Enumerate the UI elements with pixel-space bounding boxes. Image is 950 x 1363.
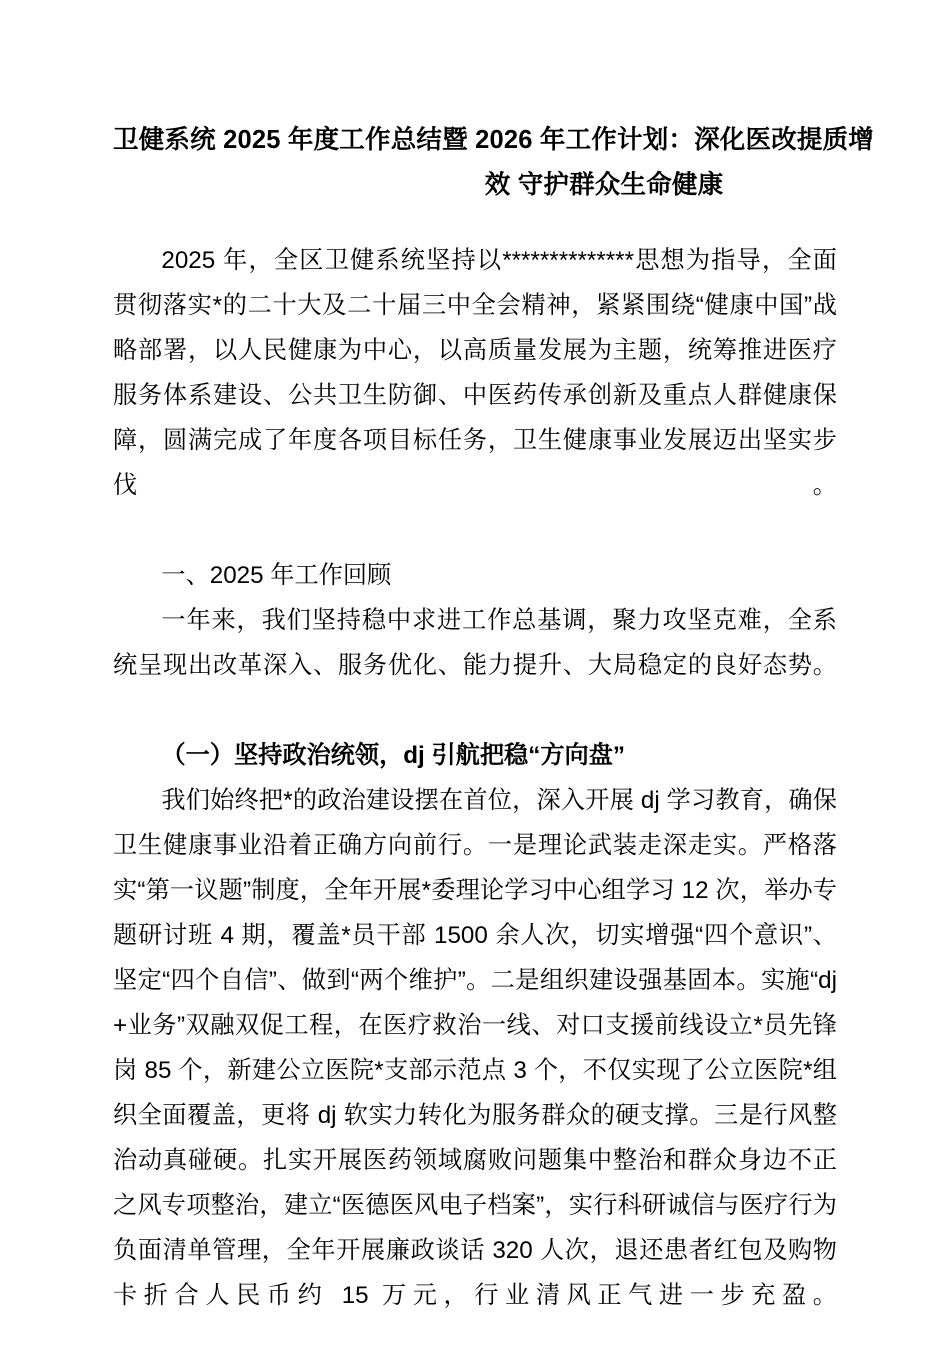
document-body: [113, 0, 874, 1363]
heading-subsection-one: （一）坚持政治统领，dj 引航把稳“方向盘”: [161, 742, 625, 769]
page-title-line-1: 卫健系统 2025 年度工作总结暨 2026 年工作计划：深化医改提质增: [113, 126, 874, 154]
paragraph-subsection-one-body: 我们始终把*的政治建设摆在首位，深入开展 dj 学习教育，确保卫生健康事业沿着正确方向前行。一是理论武装走深走实。严格落实“第一议题”制度，全年开展*委理论学习中心组学习 12 次，举办专题研讨班 4 期，覆盖*员干部 1500 余人次，切实增强“四个意识”、坚定“四个自信”、做到“两个维护”。二是组织建设强基固本。实施“dj+业务”双融双促工程，在医疗救治一线、对口支援前线设立*员先锋岗 85 个，新建公立医院*支部示范点 3 个，不仅实现了公立医院*组织全面覆盖，更将 dj 软实力转化为服务群众的硬支撑。三是行风整治动真碰硬。扎实开展医药领域腐败问题集中整治和群众身边不正之风专项整治，建立“医德医风电子档案”，实行科研诚信与医疗行为负面清单管理，全年开展廉政谈话 320 人次，退还患者红包及购物卡折合人民币约 15 万元，行业清风正气进一步充盈。: [113, 787, 837, 1309]
paragraph-intro: 2025 年，全区卫健系统坚持以**************思想为指导，全面贯彻落实*的二十大及二十届三中全会精神，紧紧围绕“健康中国”战略部署，以人民健康为中心，以高质量发展为主题，统筹推进医疗服务体系建设、公共卫生防御、中医药传承创新及重点人群健康保障，圆满完成了年度各项目标任务，卫生健康事业发展迈出坚实步伐。: [113, 247, 837, 499]
paragraph-section-one-intro: 一年来，我们坚持稳中求进工作总基调，聚力攻坚克难，全系统呈现出改革深入、服务优化、能力提升、大局稳定的良好态势。: [113, 607, 837, 679]
page-title-line-2: 效 守护群众生命健康: [484, 171, 724, 199]
heading-section-one: 一、2025 年工作回顾: [161, 562, 392, 589]
page-title: [113, 0, 874, 208]
